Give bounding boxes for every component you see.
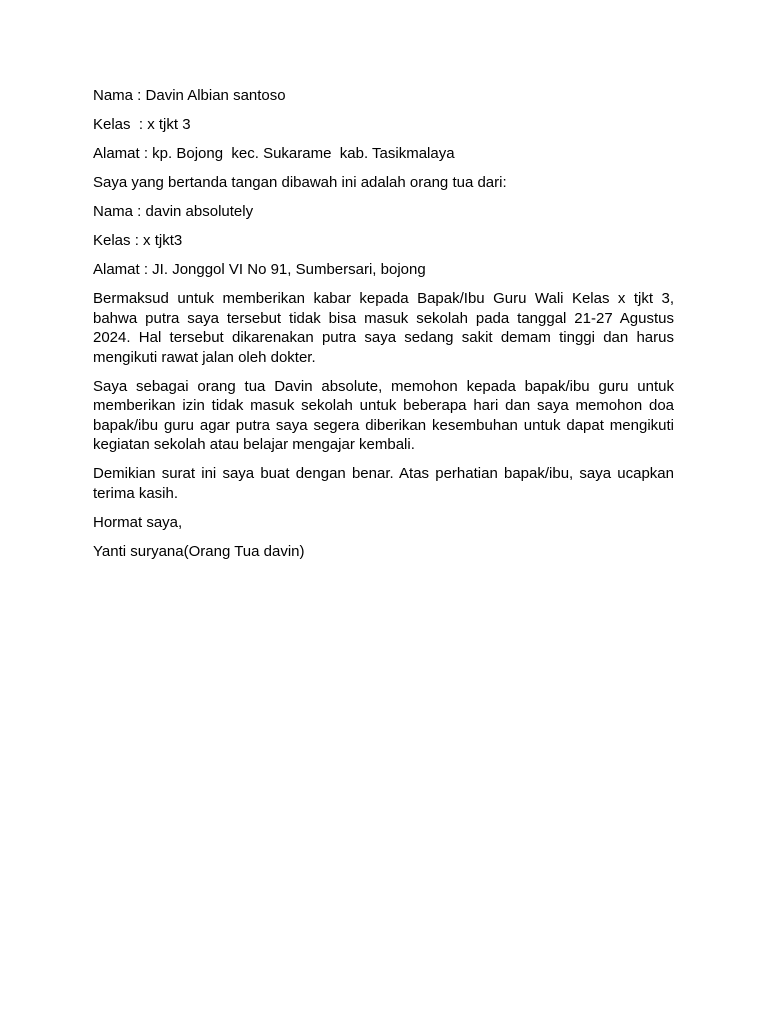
letter-page <box>93 86 679 571</box>
closing-signature: Yanti suryana(Orang Tua davin) <box>93 542 305 560</box>
student-class-line: Kelas : x tjkt 3 <box>93 116 191 133</box>
body-paragraph-1: Bermaksud untuk memberikan kabar kepada Bapak/Ibu Guru Wali Kelas x tjkt 3, bahwa putra saya tersebut tidak bisa masuk sekolah pada tanggal 21-27 Agustus 2024. Hal tersebut dikarenakan putra saya sedang sakit demam tinggi dan harus mengikuti rawat jalan oleh dokter. <box>93 290 679 366</box>
child-class-line: Kelas : x tjkt3 <box>93 232 183 249</box>
body-paragraph-3: Demikian surat ini saya buat dengan benar. Atas perhatian bapak/ibu, saya ucapkan terima kasih. <box>93 465 679 502</box>
intro-line: Saya yang bertanda tangan dibawah ini adalah orang tua dari: <box>93 174 507 191</box>
closing-salutation: Hormat saya, <box>93 513 183 531</box>
child-name-line: Nama : davin absolutely <box>93 203 254 220</box>
student-address-line: Alamat : kp. Bojong kec. Sukarame kab. Tasikmalaya <box>93 145 455 162</box>
body-paragraph-2: Saya sebagai orang tua Davin absolute, memohon kepada bapak/ibu guru untuk memberikan izin tidak masuk sekolah untuk beberapa hari dan saya memohon doa bapak/ibu guru agar putra saya segera diberikan kesembuhan untuk dapat mengikuti kegiatan sekolah atau belajar mengajar kembali. <box>93 377 679 453</box>
student-name-line: Nama : Davin Albian santoso <box>93 87 286 104</box>
child-address-line: Alamat : JI. Jonggol VI No 91, Sumbersari, bojong <box>93 261 426 278</box>
